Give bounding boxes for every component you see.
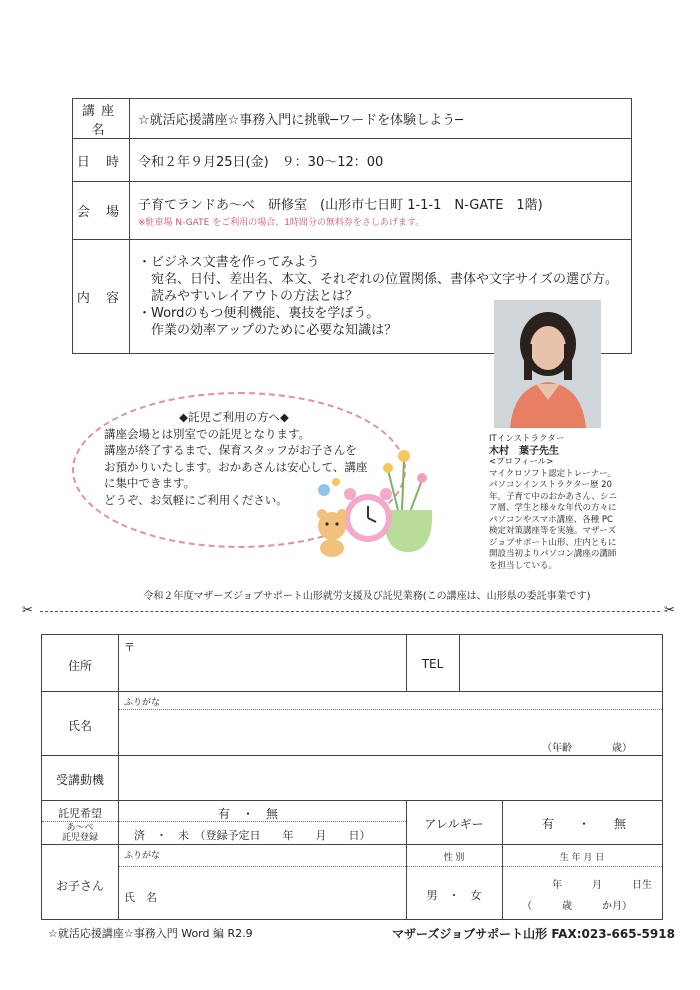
gender-label: 性 別	[443, 853, 465, 863]
child-name-field[interactable]	[172, 871, 402, 915]
content-line: 作業の効率アップのために必要な知識は？	[138, 323, 398, 338]
childcare-line: 講座が終了するまで、保育スタッフがお子さんを	[104, 443, 357, 457]
profile-line: パソコンインストラクター歴 20	[489, 480, 612, 490]
registration-label-line-1: あ～べ	[66, 823, 94, 833]
childcare-line: どうぞ、お気軽にご利用ください。	[104, 492, 288, 507]
child-label: お子さん	[55, 879, 104, 893]
child-furigana-label: ふりがな	[124, 851, 161, 861]
course-name-label: 講座名	[73, 99, 130, 139]
profile-line: マイクロソフト認定トレーナー。	[489, 468, 616, 479]
postal-mark: 〒	[124, 641, 135, 654]
birth-field[interactable]: 年 月 日生	[552, 880, 652, 891]
motive-field[interactable]	[124, 759, 658, 797]
course-date: 令和２年９月25日(金) ９：30～12：00	[130, 139, 632, 182]
registration-label	[42, 823, 118, 843]
course-name: ☆就活応援講座☆事務入門に挑戦─ワードを体験しよう─	[130, 99, 632, 139]
profile-line: ア層、学生と様々な年代の方々に	[489, 503, 617, 513]
motive-label: 受講動機	[55, 773, 104, 787]
content-line: 宛名、日付、差出名、本文、それぞれの位置関係、書体や文字サイズの選び方。	[138, 272, 618, 287]
venue: 子育てランドあ～べ 研修室 (山形市七日町 1-1-1 N-GATE 1階)	[138, 197, 543, 213]
child-name-label: 氏 名	[124, 891, 157, 904]
date-label: 日 時	[73, 139, 130, 182]
address-field[interactable]	[124, 653, 402, 687]
scissors-icon: ✂	[22, 603, 33, 618]
age-field: （年齢 歳）	[542, 743, 632, 754]
registration-choice[interactable]: 済 ・ 未 （登録予定日 年 月 日）	[134, 829, 371, 842]
name-label: 氏名	[67, 719, 92, 733]
tel-field[interactable]	[462, 639, 658, 687]
instructor-name: 木村 葉子先生	[489, 445, 559, 457]
content-line: 読みやすいレイアウトの方法とは？	[138, 289, 358, 304]
gender-choice[interactable]: 男 ・ 女	[426, 889, 482, 902]
profile-line: 年。子育て中のおかあさん、シニ	[489, 491, 618, 502]
address-label: 住所	[67, 659, 92, 673]
profile-line: 検定対策講座等を実施。マザーズ	[489, 526, 617, 536]
application-form	[41, 634, 663, 920]
fax-number: マザーズジョブサポート山形 FAX:023-665-5918	[392, 927, 675, 941]
child-age-field[interactable]: （ 歳 か月）	[522, 901, 632, 912]
content-label: 内 容	[73, 240, 130, 354]
profile-line: 開設当初よりパソコン講座の講師	[489, 549, 617, 559]
instructor-portrait-icon	[494, 300, 601, 428]
profile-heading: <プロフィール>	[489, 457, 554, 467]
instructor-photo	[494, 300, 601, 428]
venue-cell	[130, 182, 632, 240]
venue-note: ※駐車場 N-GATE をご利用の場合、1時間分の無料券をさしあげます。	[138, 217, 425, 228]
tel-label: TEL	[421, 657, 444, 671]
profile-line: を担当している。	[489, 560, 558, 571]
name-field[interactable]	[124, 713, 544, 751]
profile-line: パソコンやスマホ講座、各種 PC	[489, 514, 613, 525]
scissors-icon: ✂	[664, 603, 675, 618]
childcare-line: に集中できます。	[104, 476, 196, 490]
childcare-wish-label: 託児希望	[58, 807, 102, 820]
venue-label: 会 場	[73, 182, 130, 240]
cut-line	[40, 611, 660, 612]
program-note: 令和２年度マザーズジョブサポート山形就労支援及び託児業務(この講座は、山形県の委託事業です)	[143, 591, 591, 602]
birth-label: 生 年 月 日	[559, 853, 605, 863]
childcare-illustration-icon	[312, 440, 442, 558]
childcare-line: 講座会場とは別室での託児となります。	[104, 426, 311, 441]
registration-label-line-2: 託児登録	[61, 833, 98, 843]
name-furigana-label: ふりがな	[124, 698, 161, 708]
content-line: ・ビジネス文書を作ってみよう	[138, 255, 320, 270]
instructor-profile	[489, 434, 639, 572]
childcare-title: ◆託児ご利用の方へ◆	[179, 410, 289, 424]
instructor-role: ITインストラクター	[489, 434, 565, 444]
profile-line: ジョブサポート山形、庄内ともに	[489, 537, 617, 548]
childcare-line: お預かりいたします。おかあさんは安心して、講座	[104, 459, 368, 474]
content-line: ・Wordのもつ便利機能、裏技を学ぼう。	[138, 306, 380, 321]
allergy-label: アレルギー	[424, 817, 484, 831]
document-code: ☆就活応援講座☆事務入門 Word 編 R2.9	[48, 927, 253, 940]
allergy-choice[interactable]: 有 ・ 無	[542, 817, 627, 831]
childcare-wish-choice[interactable]: 有 ・ 無	[218, 807, 279, 821]
